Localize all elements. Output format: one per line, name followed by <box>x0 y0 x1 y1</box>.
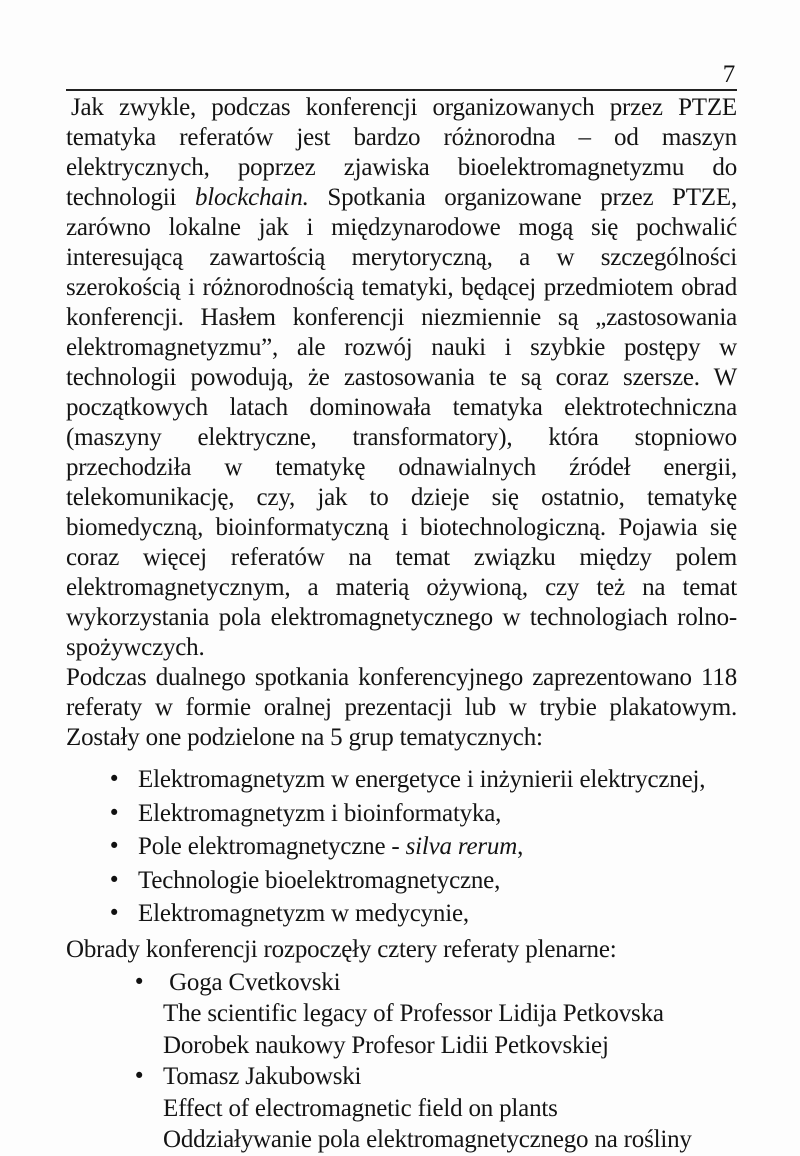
talk-title-english: The scientific legacy of Professor Lidija Petkovska <box>163 1000 664 1027</box>
paragraph-intro <box>66 93 737 663</box>
intro-italic-blockchain: blockchain. <box>194 184 309 211</box>
bullet-icon: • <box>108 867 121 892</box>
paragraph-plenary-intro: Obrady konferencji rozpoczęły cztery referaty plenarne: <box>66 935 617 963</box>
bullet-icon: • <box>133 1064 146 1088</box>
list-item <box>66 797 737 831</box>
list-item <box>66 897 737 931</box>
paragraph-presentations: Podczas dualnego spotkania konferencyjnego zaprezentowano 118 referaty w formie oralnej prezentacji lub w trybie plakatowym. Zostały one podzielone na 5 grup tematycznych: <box>66 664 737 751</box>
bullet-icon: • <box>108 834 121 858</box>
bullet-icon: • <box>133 969 146 994</box>
bullet-icon: • <box>108 767 121 791</box>
topic-text: Pole elektromagnetyczne - <box>138 833 406 860</box>
bullet-icon: • <box>108 800 121 825</box>
topic-groups-list <box>66 763 737 931</box>
topic-text: Elektromagnetyzm i bioinformatyka, <box>138 799 502 827</box>
header-rule <box>66 89 737 91</box>
page-number: 7 <box>722 61 735 88</box>
topic-text: Elektromagnetyzm w energetyce i inżynierii elektrycznej, <box>138 766 706 793</box>
talk-title-english: Effect of electromagnetic field on plants <box>163 1094 558 1122</box>
list-item <box>66 864 737 898</box>
bullet-icon: • <box>108 901 121 925</box>
list-item <box>66 967 737 1062</box>
plenary-talks-list <box>66 967 737 1156</box>
speaker-name: Tomasz Jakubowski <box>163 1063 362 1090</box>
intro-text: Jak zwykle, podczas konferencji organizowanych przez PTZE tematyka referatów jest bardzo różnorodna – od maszyn elektrycznych, poprzez zjawiska bioelektromagnetyzmu do technologii <box>66 94 737 211</box>
topic-text: Elektromagnetyzm w medycynie, <box>138 900 469 927</box>
talk-title-polish: Dorobek naukowy Profesor Lidii Petkovskiej <box>163 1031 609 1059</box>
topic-text: Technologie bioelektromagnetyczne, <box>138 866 501 894</box>
topic-text-after: , <box>517 833 524 860</box>
talk-title-polish: Oddziaływanie pola elektromagnetycznego na rośliny <box>163 1126 692 1153</box>
list-item <box>66 763 737 797</box>
list-item <box>66 830 737 864</box>
speaker-name: Goga Cvetkovski <box>163 968 341 996</box>
intro-text-continued: Spotkania organizowane przez PTZE, zarówno lokalne jak i międzynarodowe mogą się pochwalić interesującą zawartością merytoryczną, a w szczególności szerokością i różnorodnością tematyki, będącej przedmiotem obrad konferencji. Hasłem konferencji niezmiennie są „zastosowania elektromagnetyzmu”, ale rozwój nauki i szybkie postępy w technologii powodują, że zastosowania te są coraz szersze. W początkowych latach dominowała tematyka elektrotechniczna (maszyny elektryczne, transformatory), która stopniowo przechodziła w tematykę odnawialnych źródeł energii, telekomunikację, czy, jak to dzieje się ostatnio, tematykę biomedyczną, bioinformatyczną i biotechnologiczną. Pojawia się coraz więcej referatów na temat związku między polem elektromagnetycznym, a materią ożywioną, czy też na temat wykorzystania pola elektromagnetycznego w technologiach rolno-spożywczych. <box>66 184 738 661</box>
topic-text-italic: silva rerum <box>405 833 518 860</box>
list-item <box>66 1061 737 1156</box>
